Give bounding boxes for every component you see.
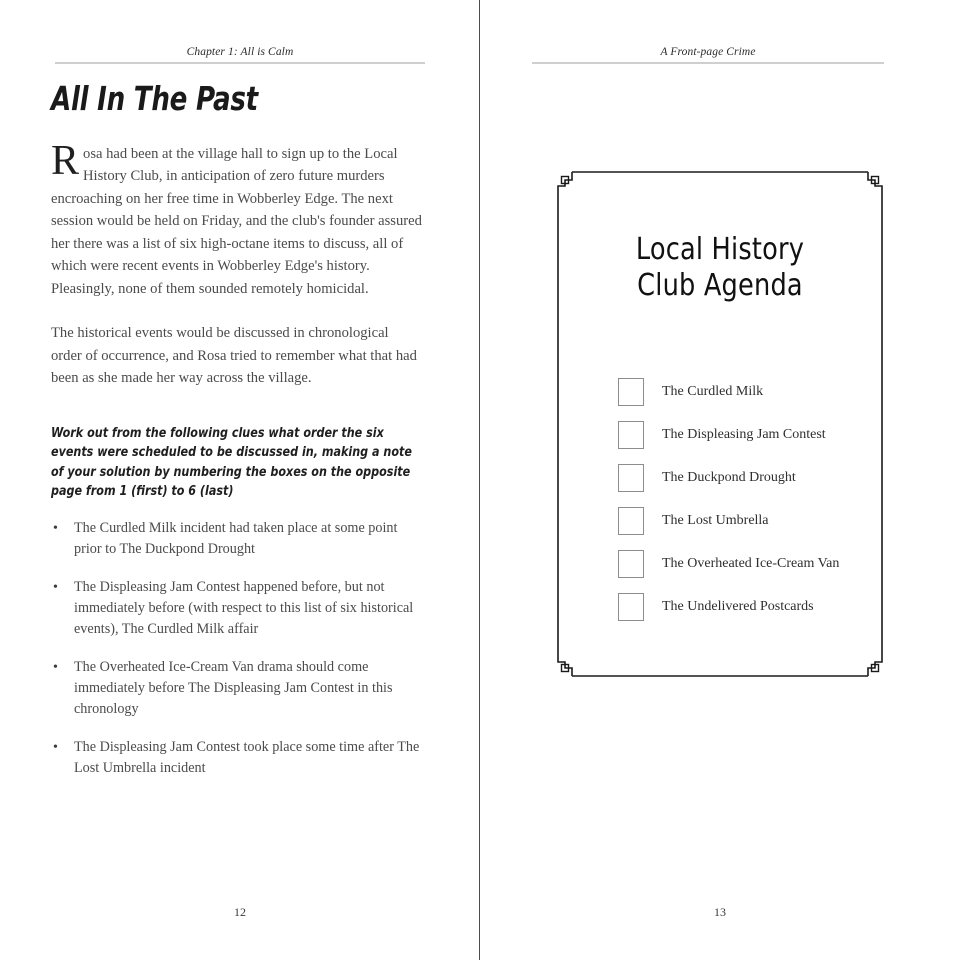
list-item[interactable] [618, 499, 860, 542]
running-head-left: Chapter 1: All is Calm [186, 46, 294, 58]
page-title: All In The Past [51, 79, 258, 118]
agenda-item-label: The Overheated Ice-Cream Van [662, 555, 840, 571]
bullet-icon: • [53, 520, 58, 536]
list-item[interactable] [618, 542, 860, 585]
agenda-panel [556, 170, 884, 678]
clue-list [51, 518, 423, 779]
running-head-right: A Front-page Crime [660, 46, 756, 58]
agenda-content [580, 214, 860, 648]
bullet-icon: • [53, 739, 58, 755]
agenda-item-label: The Curdled Milk [662, 383, 764, 399]
agenda-item-label: The Displeasing Jam Contest [662, 426, 826, 442]
bullet-icon: • [53, 659, 58, 675]
list-item [51, 577, 423, 640]
list-item [51, 518, 423, 560]
bullet-icon: • [53, 579, 58, 595]
list-item[interactable] [618, 413, 860, 456]
list-item [51, 657, 423, 720]
list-item[interactable] [618, 370, 860, 413]
header-rule-left [55, 62, 425, 64]
page-gutter-divider [479, 0, 480, 960]
agenda-title-line-1: Local History [635, 232, 805, 267]
page-number-left: 12 [234, 905, 246, 919]
agenda-title [587, 232, 853, 304]
puzzle-instruction: Work out from the following clues what order the six events were scheduled to be discussed in, making a note of your solution by numbering the boxes on the opposite page from 1 (first) to 6 (last) [51, 425, 412, 500]
checkbox-the-duckpond-drought[interactable] [618, 464, 644, 492]
checkbox-the-lost-umbrella[interactable] [618, 507, 644, 535]
agenda-item-label: The Undelivered Postcards [662, 598, 814, 614]
agenda-item-label: The Lost Umbrella [662, 512, 769, 528]
clue-text: The Displeasing Jam Contest happened before, but not immediately before (with respect to this list of six historical events), The Curdled Milk affair [74, 578, 414, 637]
agenda-item-label: The Duckpond Drought [662, 469, 796, 485]
clue-text: The Displeasing Jam Contest took place some time after The Lost Umbrella incident [74, 738, 420, 776]
clue-text: The Curdled Milk incident had taken place at some point prior to The Duckpond Drought [74, 519, 398, 557]
list-item[interactable] [618, 585, 860, 628]
left-page-content [51, 79, 423, 796]
checkbox-the-overheated-ice-cream-van[interactable] [618, 550, 644, 578]
agenda-title-line-2: Club Agenda [637, 268, 803, 303]
checkbox-the-undelivered-postcards[interactable] [618, 593, 644, 621]
right-page [480, 0, 960, 960]
body-paragraph-1: Rosa had been at the village hall to sign up to the Local History Club, in anticipation of zero future murders encroaching on her free time in Wobberley Edge. The next session would be held on Friday, and the club's founder assured her there was a list of six high-octane items to discuss, all of which were recent events in Wobberley Edge's history. Pleasingly, none of them sounded remotely homicidal. [51, 137, 422, 297]
body-paragraph-2: The historical events would be discussed in chronological order of occurrence, and Rosa tried to remember what that had been as she made her way across the village. [51, 325, 417, 387]
list-item[interactable] [618, 456, 860, 499]
page-number-right: 13 [714, 905, 726, 919]
list-item [51, 737, 423, 779]
checkbox-the-displeasing-jam-contest[interactable] [618, 421, 644, 449]
clue-text: The Overheated Ice-Cream Van drama should come immediately before The Displeasing Jam Contest in this chronology [74, 658, 393, 717]
header-rule-right [532, 62, 884, 64]
checkbox-the-curdled-milk[interactable] [618, 378, 644, 406]
agenda-checklist [580, 370, 860, 628]
